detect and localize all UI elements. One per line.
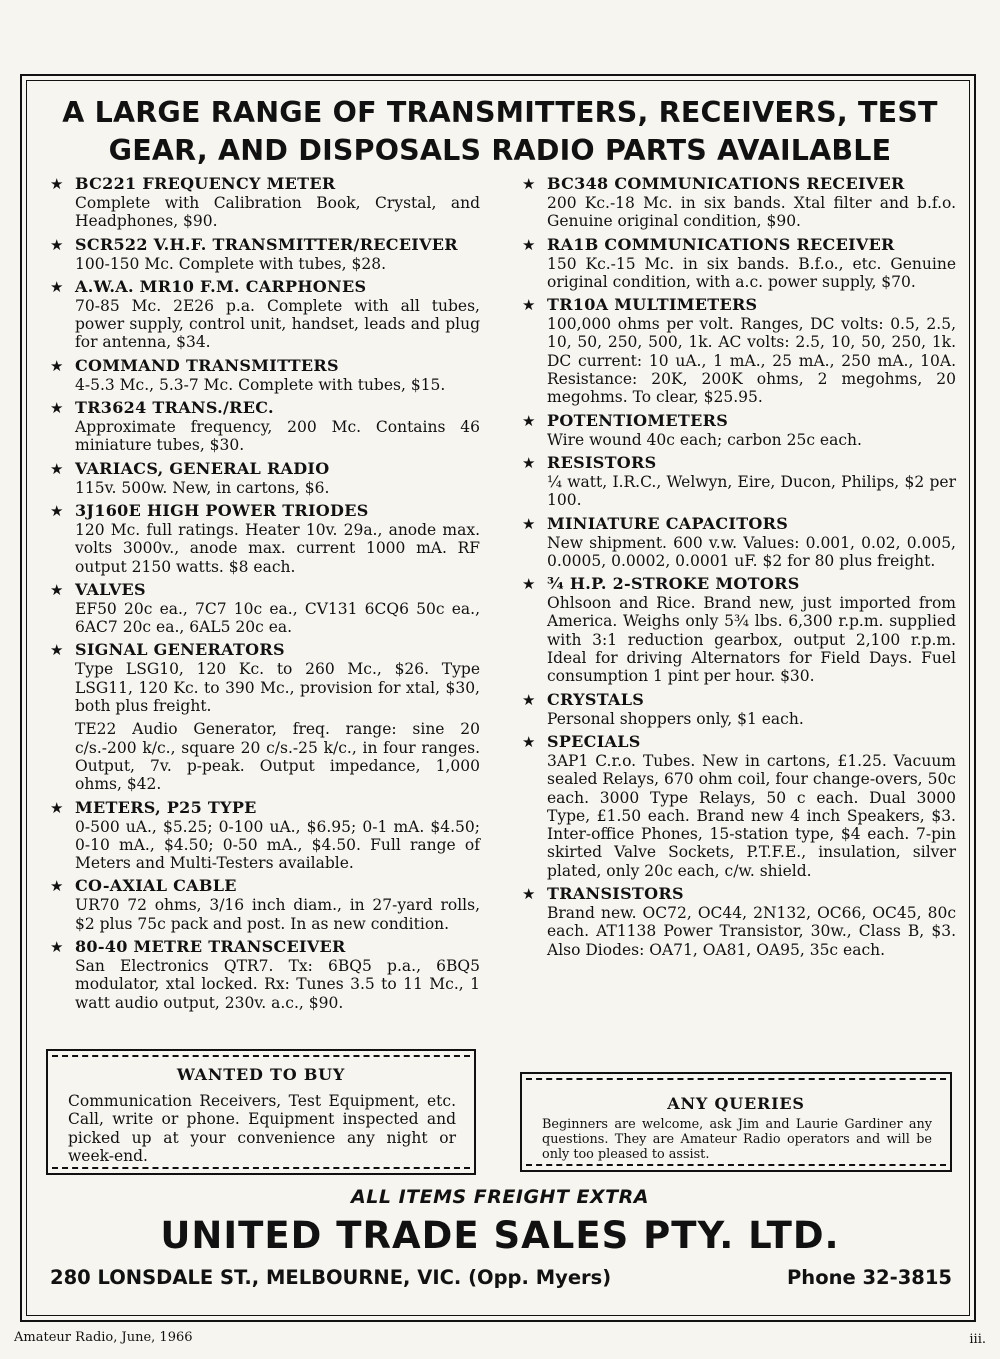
listing-item [50,501,480,576]
listing-description: Brand new. OC72, OC44, 2N132, OC66, OC45, 80c each. AT1138 Power Transistor, 30w., Class B, $3. Also Diodes: OA71, OA81, OA95, 35c each. [547,904,956,959]
listing-item [50,398,480,455]
listing-title-text: RA1B COMMUNICATIONS RECEIVER [547,234,895,254]
listing-body [75,521,480,576]
listing-title-text: SPECIALS [547,731,641,751]
listing-description: EF50 20c ea., 7C7 10c ea., CV131 6CQ6 50c ea., 6AC7 20c ea., 6AL5 20c ea. [75,599,480,637]
listing-title-text: 80-40 METRE TRANSCEIVER [75,937,346,957]
listing-item [50,174,480,231]
listing-item [522,235,956,292]
star-bullet-icon: ★ [50,175,64,193]
listing-description: 3AP1 C.r.o. Tubes. New in cartons, £1.25. Vacuum sealed Relays, 670 ohm coil, four change-overs, 50c each. 3000 Type Relays, 50 c each. Dual 3000 Type, £1.50 each. Brand new 4 inch Speakers, $3. Inter-office Phones, 15-station type, $4 each. 7-pin skirted Valve Sockets, P.T.F.E., insulation, silver plated, only 20c each, c/w. shield. [547,751,956,880]
listing-description: 115v. 500w. New, in cartons, $6. [75,478,330,497]
star-bullet-icon: ★ [522,690,536,709]
listing-title [522,235,956,255]
listing-body [547,710,956,728]
listing-description: New shipment. 600 v.w. Values: 0.001, 0.02, 0.005, 0.0005, 0.0002, 0.0001 uF. $2 for 80 plus freight. [547,533,956,570]
listing-description: 70-85 Mc. 2E26 p.a. Complete with all tubes, power supply, control unit, handset, leads and plug for antenna, $34. [75,296,480,352]
listing-body [547,431,956,449]
listing-description: 120 Mc. full ratings. Heater 10v. 29a., anode max. volts 3000v., anode max. current 1000 mA. RF output 2150 watts. $8 each. [75,520,480,576]
listing-description: Ohlsoon and Rice. Brand new, just imported from America. Weighs only 5¾ lbs. 6,300 r.p.m. supplied with 3:1 reduction gearbox, output 2,100 r.p.m. Ideal for driving Alternators for Field Days. Fuel consumption 1 pint per hour. $30. [547,594,956,686]
listing-body [75,479,480,497]
listing-title-text: VALVES [75,579,146,599]
listing-item [50,356,480,394]
listing-item [50,235,480,273]
star-bullet-icon: ★ [50,459,64,478]
wanted-box-text: Communication Receivers, Test Equipment, etc. Call, write or phone. Equipment inspected and picked up at your convenience any night or week-end. [68,1092,456,1165]
listing-description: San Electronics QTR7. Tx: 6BQ5 p.a., 6BQ5 modulator, xtal locked. Rx: Tunes 3.5 to 11 Mc., 1 watt audio output, 230v. a.c., $90. [75,957,480,1012]
listing-body [547,473,956,510]
listing-title-text: COMMAND TRANSMITTERS [75,355,339,375]
listing-body [547,194,956,231]
star-bullet-icon: ★ [522,296,536,315]
listing-title [522,411,956,431]
star-bullet-icon: ★ [522,235,536,254]
listing-body [547,315,956,406]
listing-description: 100-150 Mc. Complete with tubes, $28. [75,254,386,273]
listing-description: Personal shoppers only, $1 each. [547,709,804,728]
listing-title [50,937,480,957]
listing-title [50,356,480,376]
star-bullet-icon: ★ [50,580,64,599]
listing-body [75,418,480,455]
listing-title [50,398,480,418]
listing-item [50,937,480,1012]
listing-item [50,640,480,793]
star-bullet-icon: ★ [522,575,536,594]
listing-item [522,574,956,685]
listing-body [75,660,480,793]
listing-title-text: CO-AXIAL CABLE [75,876,237,896]
listing-body [75,255,480,273]
listing-title-text: TR10A MULTIMETERS [547,295,758,315]
listing-title-text: SIGNAL GENERATORS [75,640,285,660]
listing-item [522,514,956,571]
listing-title-text: TRANSISTORS [547,884,684,904]
listing-title [50,580,480,600]
listing-description: 0-500 uA., $5.25; 0-100 uA., $6.95; 0-1 mA. $4.50; 0-10 mA., $4.50; 0-50 mA., $4.50. Full range of Meters and Multi-Testers available. [75,817,480,873]
freight-note: ALL ITEMS FREIGHT EXTRA [351,1186,649,1208]
listing-item [522,174,956,231]
listing-body [75,896,480,933]
listing-description: 4-5.3 Mc., 5.3-7 Mc. Complete with tubes, $15. [75,375,446,394]
listing-body [75,376,480,394]
listing-title [522,514,956,534]
listing-title [50,876,480,896]
listing-item [50,580,480,637]
star-bullet-icon: ★ [50,277,64,296]
company-address: 280 LONSDALE ST., MELBOURNE, VIC. (Opp. Myers) [50,1266,612,1289]
listing-title-text: ¾ H.P. 2-STROKE MOTORS [547,574,800,594]
footer-page-number: iii. [969,1332,986,1347]
listing-body [547,904,956,959]
listing-title-text: VARIACS, GENERAL RADIO [75,458,330,478]
listing-title [522,174,956,194]
listing-title [50,174,480,194]
wanted-to-buy-box [46,1049,476,1175]
listing-title [50,798,480,818]
listing-title-text: 3J160E HIGH POWER TRIODES [75,500,369,520]
listing-description: ¼ watt, I.R.C., Welwyn, Eire, Ducon, Philips, $2 per 100. [547,472,956,510]
listing-title-text: BC348 COMMUNICATIONS RECEIVER [547,174,905,193]
listing-body [75,297,480,352]
listing-description: Type LSG10, 120 Kc. to 260 Mc., $26. Type LSG11, 120 Kc. to 390 Mc., provision for xtal, $30, both plus freight. [75,660,480,716]
company-name: UNITED TRADE SALES PTY. LTD. [160,1214,840,1257]
listing-title-text: MINIATURE CAPACITORS [547,513,789,533]
star-bullet-icon: ★ [50,938,64,957]
listing-title-text: POTENTIOMETERS [547,410,729,430]
listing-title [522,884,956,904]
any-queries-box [520,1072,952,1172]
listing-description: Complete with Calibration Book, Crystal, and Headphones, $90. [75,194,480,231]
queries-box-title: ANY QUERIES [667,1094,805,1113]
listing-title-text: SCR522 V.H.F. TRANSMITTER/RECEIVER [75,234,458,254]
listing-title-text: RESISTORS [547,452,657,472]
wanted-box-title: WANTED TO BUY [176,1065,346,1084]
listing-title [522,732,956,752]
listing-description: TE22 Audio Generator, freq. range: sine 20 c/s.-200 k/c., square 20 c/s.-25 k/c., in four ranges. Output, 7v. p-peak. Output impedance, 1,000 ohms, $42. [75,720,480,794]
listing-title-text: CRYSTALS [547,689,645,709]
right-column [522,174,956,963]
listing-body [547,752,956,880]
listing-title [522,295,956,315]
star-bullet-icon: ★ [50,356,64,375]
star-bullet-icon: ★ [50,877,64,896]
star-bullet-icon: ★ [522,514,536,533]
listing-body [75,957,480,1012]
listing-body [547,534,956,571]
listing-title [522,574,956,594]
listing-item [50,277,480,352]
headline [30,94,970,170]
listing-item [522,411,956,449]
listing-body [75,600,480,637]
left-column [50,174,480,1016]
star-bullet-icon: ★ [522,175,536,193]
listing-title [50,277,480,297]
listing-title-text: TR3624 TRANS./REC. [75,398,274,418]
listing-item [522,453,956,510]
listing-description: 100,000 ohms per volt. Ranges, DC volts: 0.5, 2.5, 10, 50, 250, 500, 1k. AC volts: 2.5, 10, 50, 250, 1k. DC current: 10 uA., 1 mA., 25 mA., 250 mA., 10A. Resistance: 20K, 200K ohms, 2 megohms, 20 megohms. To clear, $25.95. [547,315,956,407]
star-bullet-icon: ★ [50,399,64,418]
listing-description: Wire wound 40c each; carbon 25c each. [547,430,862,449]
listing-title [50,640,480,660]
listing-body [547,594,956,685]
star-bullet-icon: ★ [50,798,64,817]
listing-description: 200 Kc.-18 Mc. in six bands. Xtal filter and b.f.o. Genuine original condition, $90. [547,194,956,231]
listing-title-text: A.W.A. MR10 F.M. CARPHONES [75,276,367,296]
star-bullet-icon: ★ [50,501,64,520]
headline-line-1: A LARGE RANGE OF TRANSMITTERS, RECEIVERS, TEST [62,96,938,129]
listing-item [522,884,956,959]
listing-item [522,690,956,728]
listing-title [522,453,956,473]
listing-body [75,194,480,231]
listing-description: Approximate frequency, 200 Mc. Contains 46 miniature tubes, $30. [75,418,480,455]
listing-item [50,876,480,933]
company-phone: Phone 32-3815 [787,1266,952,1289]
listing-item [522,295,956,406]
star-bullet-icon: ★ [522,411,536,430]
listing-title [50,459,480,479]
listing-item [50,798,480,873]
listing-title-text: BC221 FREQUENCY METER [75,174,336,193]
listing-title-text: METERS, P25 TYPE [75,797,257,817]
footer-publication: Amateur Radio, June, 1966 [14,1330,193,1345]
headline-line-2: GEAR, AND DISPOSALS RADIO PARTS AVAILABLE [108,134,892,167]
listing-description: 150 Kc.-15 Mc. in six bands. B.f.o., etc. Genuine original condition, with a.c. power supply, $70. [547,254,956,291]
listing-description: UR70 72 ohms, 3/16 inch diam., in 27-yard rolls, $2 plus 75c pack and post. In as new condition. [75,896,480,933]
queries-box-text: Beginners are welcome, ask Jim and Laurie Gardiner any questions. They are Amateur Radio operators and will be only too pleased to assist. [542,1117,932,1162]
listing-title [522,690,956,710]
listing-title [50,501,480,521]
star-bullet-icon: ★ [50,235,64,254]
star-bullet-icon: ★ [50,641,64,660]
listing-title [50,235,480,255]
star-bullet-icon: ★ [522,453,536,472]
listing-body [75,818,480,873]
star-bullet-icon: ★ [522,885,536,904]
listing-item [50,459,480,497]
star-bullet-icon: ★ [522,732,536,751]
listing-body [547,255,956,292]
listing-item [522,732,956,880]
